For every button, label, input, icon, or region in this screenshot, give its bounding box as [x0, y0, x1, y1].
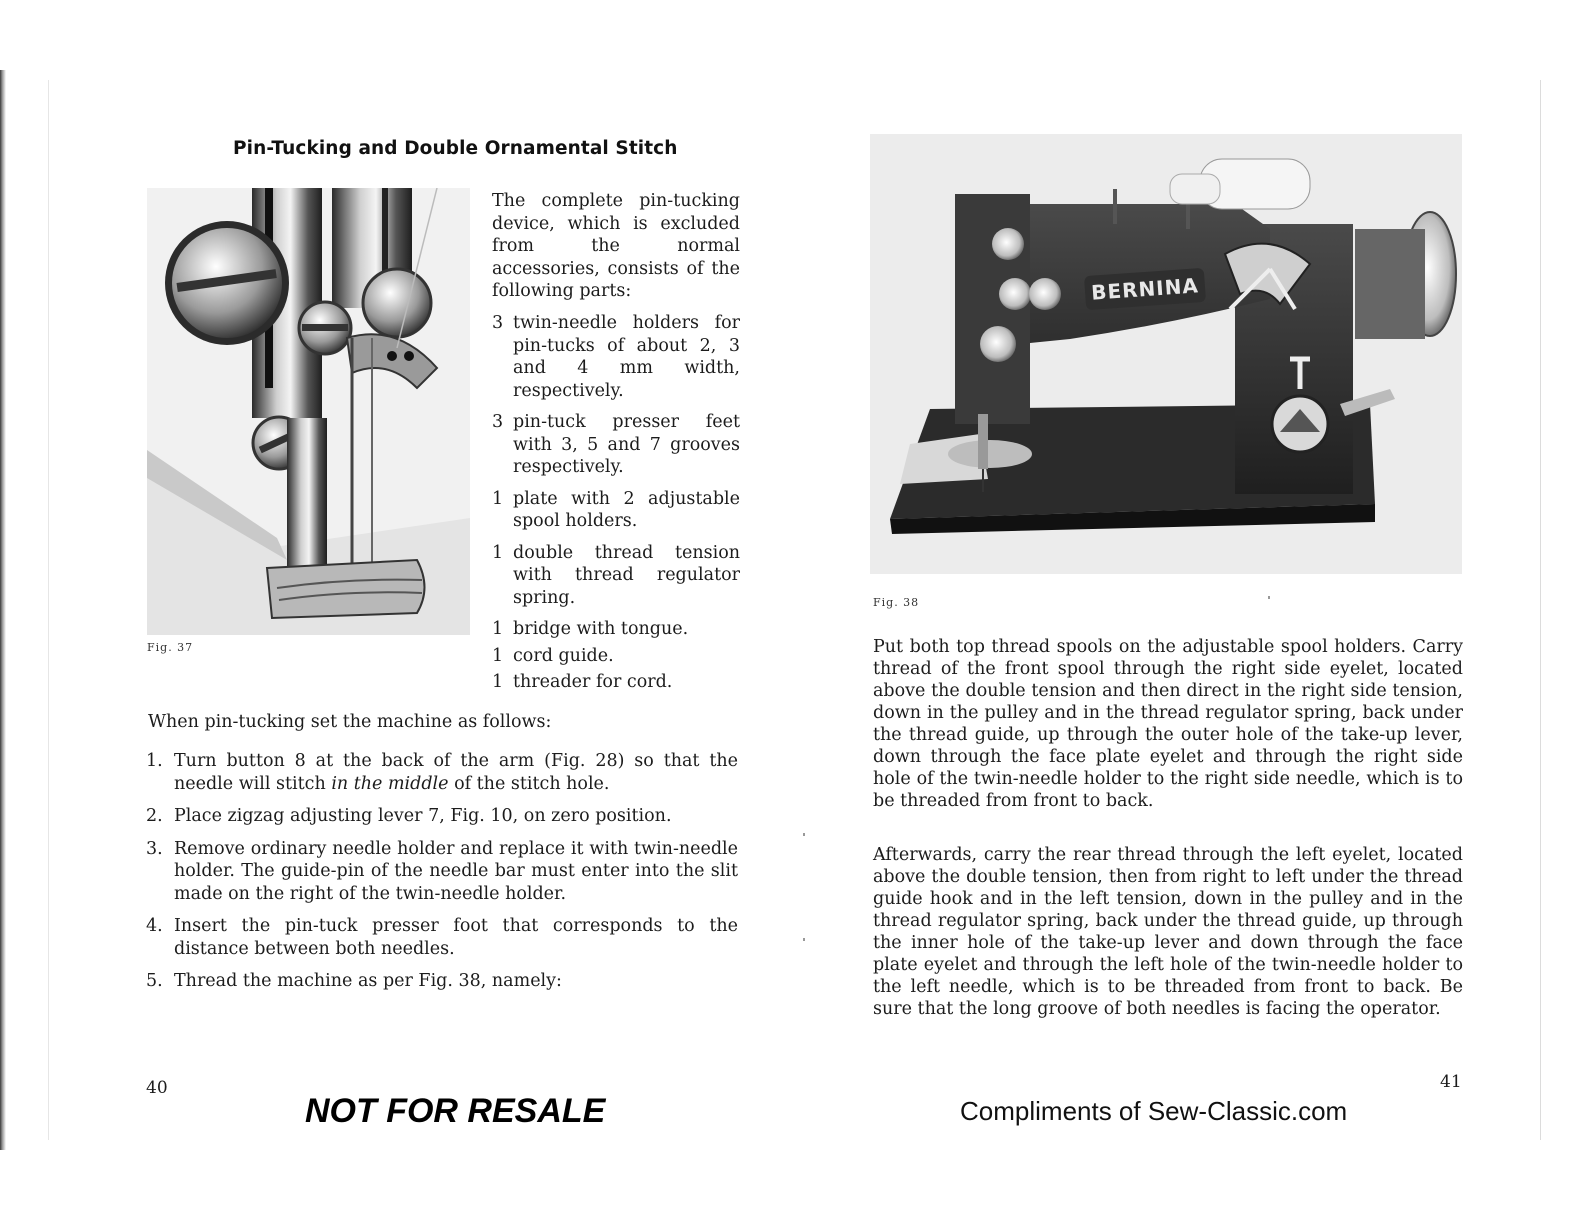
list-item: 1 plate with 2 adjustable spool holders. — [492, 488, 740, 531]
list-item: 3 pin-tuck presser feet with 3, 5 and 7 grooves respectively. — [492, 412, 740, 477]
list-item: 5. Thread the machine as per Fig. 38, namely: — [146, 971, 562, 991]
list-item: 1 double thread tension with thread regulator spring. — [492, 542, 740, 608]
threading-paragraph-2: Afterwards, carry the rear thread through the left eyelet, located above the double tension, then from right to left under the thread guide hook and in the left tension, down in the pulley and in the thread regulator spring, back under the thread guide, up through the inner hole of the take-up lever and down through the face plate eyelet and through the left hole of the twin-needle holder to the left needle, which is to be threaded from front to back. Be sure that the long groove of both needles is facing the operator. — [873, 845, 1463, 1019]
parts-list — [492, 312, 740, 698]
intro-paragraph: The complete pin-tucking device, which is excluded from the normal accessories, consists of the following parts: — [492, 191, 740, 301]
threading-paragraph-1: Put both top thread spools on the adjustable spool holders. Carry thread of the front spool through the right side eyelet, located above the double tension and then direct in the right side tension, down in the pulley and in the thread regulator spring, back under the thread guide, up through the outer hole of the take-up lever, down through the face plate eyelet and through the right side hole of the twin-needle holder to the right side needle, which is to be threaded from front to back. — [873, 637, 1463, 811]
page-title: Pin-Tucking and Double Ornamental Stitch — [233, 138, 678, 159]
list-item: 4. Insert the pin-tuck presser foot that corresponds to the distance between both needles. — [146, 916, 738, 959]
list-item: 3 twin-needle holders for pin-tucks of about 2, 3 and 4 mm width, respectively. — [492, 313, 740, 401]
instructions-intro: When pin-tucking set the machine as follows: — [148, 712, 552, 732]
page-edge-left — [48, 80, 49, 1140]
bernina-machine-illustration — [870, 134, 1462, 574]
list-item: 3. Remove ordinary needle holder and replace it with twin-needle holder. The guide-pin of the needle bar must enter into the slit made on the right of the twin-needle holder. — [146, 838, 738, 904]
watermark-not-for-resale: NOT FOR RESALE — [305, 1092, 606, 1130]
list-item: 1 threader for cord. — [492, 672, 673, 692]
steps-list — [146, 750, 738, 1003]
watermark-compliments: Compliments of Sew-Classic.com — [960, 1096, 1348, 1126]
page-number-left: 40 — [146, 1078, 168, 1098]
figure-38-caption: Fig. 38 — [873, 596, 920, 609]
figure-37-caption: Fig. 37 — [147, 641, 194, 654]
page-edge-right — [1540, 80, 1541, 1140]
list-item: 1 cord guide. — [492, 645, 614, 666]
gutter-mark — [803, 938, 805, 941]
list-item: 1. Turn button 8 at the back of the arm (Fig. 28) so that the needle will stitch in the middle of the stitch hole. — [146, 751, 738, 794]
figure-37-image — [147, 188, 470, 635]
page-number-right: 41 — [1440, 1072, 1462, 1092]
brand-label: BERNINA — [1090, 273, 1200, 305]
figure-38-image — [870, 134, 1462, 574]
list-item: 2. Place zigzag adjusting lever 7, Fig. 10, on zero position. — [146, 806, 672, 826]
pin-tuck-foot-illustration — [147, 188, 470, 635]
gutter-mark — [803, 833, 805, 836]
binding-shadow — [0, 70, 6, 1150]
print-speck — [1268, 596, 1270, 599]
list-item: 1 bridge with tongue. — [492, 619, 689, 639]
